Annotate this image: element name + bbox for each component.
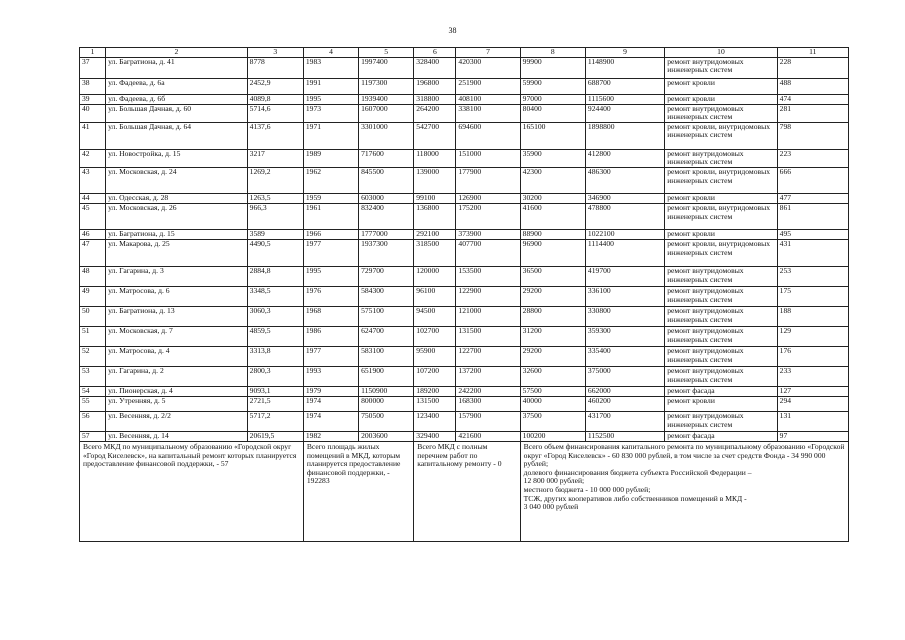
- repair-cost: 2003600: [359, 431, 414, 441]
- table-row: [80, 149, 849, 167]
- page-number: 38: [448, 26, 457, 35]
- cost-col-9: 431700: [585, 411, 664, 431]
- cost-col-6: 99100: [414, 193, 456, 203]
- indicator-col-11: 495: [777, 229, 848, 239]
- repair-cost: 584300: [359, 286, 414, 306]
- living-area: 5717,2: [247, 411, 303, 431]
- work-type: ремонт внутридомовых инженерных систем: [665, 346, 777, 366]
- cost-col-8: 31200: [520, 326, 585, 346]
- row-number: 46: [80, 229, 106, 239]
- repair-cost: 624700: [359, 326, 414, 346]
- table-row: [80, 193, 849, 203]
- repair-cost: 583100: [359, 346, 414, 366]
- cost-col-7: 251900: [456, 78, 520, 94]
- cost-col-7: 407700: [456, 239, 520, 266]
- year-built: 1968: [303, 306, 358, 326]
- address: ул. Утренняя, д. 5: [106, 396, 248, 411]
- address: ул. Весенняя, д. 2/2: [106, 411, 248, 431]
- work-type: ремонт внутридомовых инженерных систем: [665, 366, 777, 386]
- address: ул. Весенняя, д. 14: [106, 431, 248, 441]
- row-number: 44: [80, 193, 106, 203]
- cost-col-8: 165100: [520, 122, 585, 149]
- indicator-col-11: 131: [777, 411, 848, 431]
- cost-col-7: 126900: [456, 193, 520, 203]
- cost-col-8: 36500: [520, 266, 585, 286]
- cost-col-8: 57500: [520, 386, 585, 396]
- living-area: 4859,5: [247, 326, 303, 346]
- cost-col-6: 318800: [414, 94, 456, 104]
- living-area: 3313,8: [247, 346, 303, 366]
- financing-line: 12 800 000 рублей;: [523, 476, 585, 486]
- repair-cost: 750500: [359, 411, 414, 431]
- row-number: 39: [80, 94, 106, 104]
- year-built: 1995: [303, 266, 358, 286]
- cost-col-9: 1115600: [585, 94, 664, 104]
- row-number: 53: [80, 366, 106, 386]
- table-row: [80, 326, 849, 346]
- indicator-col-11: 798: [777, 122, 848, 149]
- table-row: [80, 286, 849, 306]
- living-area: 966,3: [247, 203, 303, 229]
- indicator-col-11: 233: [777, 366, 848, 386]
- cost-col-7: 242200: [456, 386, 520, 396]
- living-area: 1263,5: [247, 193, 303, 203]
- address: ул. Московская, д. 7: [106, 326, 248, 346]
- cost-col-7: 121000: [456, 306, 520, 326]
- work-type: ремонт кровли, внутридомовых инженерных систем: [665, 203, 777, 229]
- cost-col-7: 168300: [456, 396, 520, 411]
- row-number: 51: [80, 326, 106, 346]
- row-number: 42: [80, 149, 106, 167]
- cost-col-6: 102700: [414, 326, 456, 346]
- address: ул. Новостройка, д. 15: [106, 149, 248, 167]
- cost-col-6: 196800: [414, 78, 456, 94]
- living-area: 2721,5: [247, 396, 303, 411]
- address: ул. Большая Дачная, д. 60: [106, 104, 248, 122]
- indicator-col-11: 228: [777, 57, 848, 78]
- work-type: ремонт кровли, внутридомовых инженерных систем: [665, 122, 777, 149]
- cost-col-8: 100200: [520, 431, 585, 441]
- cost-col-6: 120000: [414, 266, 456, 286]
- cost-col-6: 96100: [414, 286, 456, 306]
- work-type: ремонт фасада: [665, 386, 777, 396]
- address: ул. Фадеева, д. 6а: [106, 78, 248, 94]
- cost-col-9: 688700: [585, 78, 664, 94]
- column-number: 10: [665, 48, 777, 58]
- work-type: ремонт кровли: [665, 193, 777, 203]
- indicator-col-11: 474: [777, 94, 848, 104]
- year-built: 1983: [303, 57, 358, 78]
- indicator-col-11: 253: [777, 266, 848, 286]
- financing-line: 3 040 000 рублей: [523, 502, 579, 512]
- cost-col-6: 139000: [414, 167, 456, 193]
- indicator-col-11: 666: [777, 167, 848, 193]
- year-built: 1977: [303, 239, 358, 266]
- table-row: [80, 122, 849, 149]
- cost-col-7: 373900: [456, 229, 520, 239]
- table-row: [80, 396, 849, 411]
- row-number: 56: [80, 411, 106, 431]
- cost-col-9: 1148900: [585, 57, 664, 78]
- cost-col-7: 157900: [456, 411, 520, 431]
- indicator-col-11: 129: [777, 326, 848, 346]
- year-built: 1971: [303, 122, 358, 149]
- cost-col-9: 419700: [585, 266, 664, 286]
- indicator-col-11: 97: [777, 431, 848, 441]
- table-row: [80, 57, 849, 78]
- row-number: 49: [80, 286, 106, 306]
- cost-col-8: 96900: [520, 239, 585, 266]
- cost-col-9: 486300: [585, 167, 664, 193]
- repair-cost: 1197300: [359, 78, 414, 94]
- cost-col-8: 32600: [520, 366, 585, 386]
- repair-cost: 575100: [359, 306, 414, 326]
- cost-col-8: 41600: [520, 203, 585, 229]
- row-number: 40: [80, 104, 106, 122]
- living-area: 3217: [247, 149, 303, 167]
- cost-col-6: 329400: [414, 431, 456, 441]
- cost-col-6: 292100: [414, 229, 456, 239]
- row-number: 52: [80, 346, 106, 366]
- year-built: 1974: [303, 411, 358, 431]
- table-row: [80, 306, 849, 326]
- work-type: ремонт кровли: [665, 94, 777, 104]
- column-number-row: [80, 48, 849, 58]
- repair-cost: 845500: [359, 167, 414, 193]
- table-row: [80, 239, 849, 266]
- cost-col-7: 137200: [456, 366, 520, 386]
- table-row: [80, 203, 849, 229]
- work-type: ремонт кровли: [665, 78, 777, 94]
- table-row: [80, 94, 849, 104]
- cost-col-8: 40000: [520, 396, 585, 411]
- address: ул. Гагарина, д. 3: [106, 266, 248, 286]
- cost-col-9: 460200: [585, 396, 664, 411]
- year-built: 1982: [303, 431, 358, 441]
- cost-col-8: 29200: [520, 286, 585, 306]
- table-row: [80, 411, 849, 431]
- repair-cost: 800000: [359, 396, 414, 411]
- address: ул. Пионерская, д. 4: [106, 386, 248, 396]
- indicator-col-11: 188: [777, 306, 848, 326]
- living-area: 5714,6: [247, 104, 303, 122]
- cost-col-6: 542700: [414, 122, 456, 149]
- row-number: 55: [80, 396, 106, 411]
- financing-line: ТСЖ, других кооперативов либо собственников помещений в МКД -: [523, 493, 747, 503]
- column-number: 1: [80, 48, 106, 58]
- repair-cost: 1607000: [359, 104, 414, 122]
- year-built: 1962: [303, 167, 358, 193]
- work-type: ремонт кровли: [665, 229, 777, 239]
- table-row: [80, 366, 849, 386]
- cost-col-8: 88900: [520, 229, 585, 239]
- living-area: 3348,5: [247, 286, 303, 306]
- cost-col-8: 37500: [520, 411, 585, 431]
- row-number: 48: [80, 266, 106, 286]
- column-number: 6: [414, 48, 456, 58]
- cost-col-7: 153500: [456, 266, 520, 286]
- cost-col-6: 107200: [414, 366, 456, 386]
- summary-row: [80, 441, 849, 541]
- cost-col-9: 1114400: [585, 239, 664, 266]
- work-type: ремонт внутридомовых инженерных систем: [665, 266, 777, 286]
- cost-col-7: 177900: [456, 167, 520, 193]
- year-built: 1989: [303, 149, 358, 167]
- table-row: [80, 167, 849, 193]
- indicator-col-11: 431: [777, 239, 848, 266]
- cost-col-8: 97000: [520, 94, 585, 104]
- living-area: 4089,8: [247, 94, 303, 104]
- cost-col-7: 122900: [456, 286, 520, 306]
- year-built: 1979: [303, 386, 358, 396]
- table-row: [80, 386, 849, 396]
- cost-col-7: 338100: [456, 104, 520, 122]
- column-number: 8: [520, 48, 585, 58]
- work-type: ремонт внутридомовых инженерных систем: [665, 57, 777, 78]
- living-area: 8778: [247, 57, 303, 78]
- column-number: 9: [585, 48, 664, 58]
- work-type: ремонт внутридомовых инженерных систем: [665, 149, 777, 167]
- table-row: [80, 266, 849, 286]
- address: ул. Московская, д. 26: [106, 203, 248, 229]
- work-type: ремонт внутридомовых инженерных систем: [665, 411, 777, 431]
- row-number: 57: [80, 431, 106, 441]
- cost-col-7: 131500: [456, 326, 520, 346]
- total-living-area: Всего площадь жилых помещений в МКД, которым планируется предоставление финансовой поддержки, - 192283: [303, 441, 413, 541]
- table-row: [80, 431, 849, 441]
- year-built: 1991: [303, 78, 358, 94]
- work-type: ремонт фасада: [665, 431, 777, 441]
- row-number: 38: [80, 78, 106, 94]
- cost-col-8: 30200: [520, 193, 585, 203]
- cost-col-9: 412800: [585, 149, 664, 167]
- cost-col-9: 346900: [585, 193, 664, 203]
- cost-col-6: 118000: [414, 149, 456, 167]
- row-number: 43: [80, 167, 106, 193]
- address: ул. Матросова, д. 6: [106, 286, 248, 306]
- column-number: 3: [247, 48, 303, 58]
- repair-cost: 729700: [359, 266, 414, 286]
- cost-col-9: 1898800: [585, 122, 664, 149]
- cost-col-9: 924400: [585, 104, 664, 122]
- cost-col-6: 189200: [414, 386, 456, 396]
- financing-line: Всего объем финансирования капитального ремонта по муниципальному образованию «Городской округ «Город Киселевск» - 60 830 000 рублей, в том числе за счет средств Фонда - 34 990 000 рублей;: [523, 441, 845, 469]
- year-built: 1995: [303, 94, 358, 104]
- address: ул. Московская, д. 24: [106, 167, 248, 193]
- cost-col-9: 335400: [585, 346, 664, 366]
- cost-col-9: 336100: [585, 286, 664, 306]
- living-area: 3060,3: [247, 306, 303, 326]
- cost-col-6: 94500: [414, 306, 456, 326]
- indicator-col-11: 294: [777, 396, 848, 411]
- work-type: ремонт внутридомовых инженерных систем: [665, 326, 777, 346]
- year-built: 1977: [303, 346, 358, 366]
- address: ул. Большая Дачная, д. 64: [106, 122, 248, 149]
- cost-col-6: 264200: [414, 104, 456, 122]
- total-full-repair: Всего МКД с полным перечнем работ по капитальному ремонту - 0: [414, 441, 520, 541]
- row-number: 54: [80, 386, 106, 396]
- cost-col-7: 421600: [456, 431, 520, 441]
- address: ул. Одесская, д. 28: [106, 193, 248, 203]
- cost-col-7: 122700: [456, 346, 520, 366]
- cost-col-9: 1022100: [585, 229, 664, 239]
- cost-col-9: 1152500: [585, 431, 664, 441]
- year-built: 1993: [303, 366, 358, 386]
- year-built: 1976: [303, 286, 358, 306]
- year-built: 1959: [303, 193, 358, 203]
- cost-col-8: 99900: [520, 57, 585, 78]
- work-type: ремонт кровли, внутридомовых инженерных систем: [665, 239, 777, 266]
- indicator-col-11: 488: [777, 78, 848, 94]
- repair-cost: 832400: [359, 203, 414, 229]
- work-type: ремонт кровли: [665, 396, 777, 411]
- cost-col-6: 95900: [414, 346, 456, 366]
- cost-col-8: 28800: [520, 306, 585, 326]
- table-row: [80, 78, 849, 94]
- repair-cost: 3301000: [359, 122, 414, 149]
- cost-col-7: 420300: [456, 57, 520, 78]
- column-number: 5: [359, 48, 414, 58]
- cost-col-6: 123400: [414, 411, 456, 431]
- cost-col-8: 80400: [520, 104, 585, 122]
- living-area: 2884,8: [247, 266, 303, 286]
- cost-col-8: 59900: [520, 78, 585, 94]
- indicator-col-11: 176: [777, 346, 848, 366]
- cost-col-7: 175200: [456, 203, 520, 229]
- address: ул. Матросова, д. 4: [106, 346, 248, 366]
- year-built: 1986: [303, 326, 358, 346]
- table-row: [80, 229, 849, 239]
- address: ул. Фадеева, д. 6б: [106, 94, 248, 104]
- repair-cost: 1997400: [359, 57, 414, 78]
- row-number: 50: [80, 306, 106, 326]
- year-built: 1961: [303, 203, 358, 229]
- address: ул. Багратиона, д. 13: [106, 306, 248, 326]
- work-type: ремонт внутридомовых инженерных систем: [665, 306, 777, 326]
- work-type: ремонт внутридомовых инженерных систем: [665, 286, 777, 306]
- indicator-col-11: 175: [777, 286, 848, 306]
- total-financing: [520, 441, 848, 541]
- repair-cost: 1937300: [359, 239, 414, 266]
- work-type: ремонт кровли, внутридомовых инженерных систем: [665, 167, 777, 193]
- year-built: 1974: [303, 396, 358, 411]
- cost-col-8: 35900: [520, 149, 585, 167]
- cost-col-7: 694600: [456, 122, 520, 149]
- cost-col-6: 318500: [414, 239, 456, 266]
- cost-col-7: 408100: [456, 94, 520, 104]
- living-area: 2452,9: [247, 78, 303, 94]
- indicator-col-11: 127: [777, 386, 848, 396]
- cost-col-6: 328400: [414, 57, 456, 78]
- repair-cost: 603000: [359, 193, 414, 203]
- cost-col-9: 330800: [585, 306, 664, 326]
- indicator-col-11: 281: [777, 104, 848, 122]
- indicator-col-11: 477: [777, 193, 848, 203]
- column-number: 7: [456, 48, 520, 58]
- living-area: 3589: [247, 229, 303, 239]
- cost-col-8: 42300: [520, 167, 585, 193]
- cost-col-7: 151000: [456, 149, 520, 167]
- cost-col-9: 375000: [585, 366, 664, 386]
- repair-cost: 1939400: [359, 94, 414, 104]
- year-built: 1973: [303, 104, 358, 122]
- repair-cost: 717600: [359, 149, 414, 167]
- indicator-col-11: 861: [777, 203, 848, 229]
- repair-program-table: [79, 47, 849, 542]
- address: ул. Макарова, д. 25: [106, 239, 248, 266]
- address: ул. Багратиона, д. 41: [106, 57, 248, 78]
- living-area: 2800,3: [247, 366, 303, 386]
- cost-col-9: 359300: [585, 326, 664, 346]
- row-number: 37: [80, 57, 106, 78]
- row-number: 47: [80, 239, 106, 266]
- cost-col-9: 478800: [585, 203, 664, 229]
- column-number: 2: [106, 48, 248, 58]
- address: ул. Гагарина, д. 2: [106, 366, 248, 386]
- financing-line: долевого финансирования бюджета субъекта Российской Федерации –: [523, 467, 752, 477]
- column-number: 4: [303, 48, 358, 58]
- year-built: 1966: [303, 229, 358, 239]
- cost-col-8: 29200: [520, 346, 585, 366]
- cost-col-6: 136800: [414, 203, 456, 229]
- row-number: 41: [80, 122, 106, 149]
- cost-col-6: 131500: [414, 396, 456, 411]
- financing-line: местного бюджета - 10 000 000 рублей;: [523, 484, 651, 494]
- cost-col-9: 662000: [585, 386, 664, 396]
- column-number: 11: [777, 48, 848, 58]
- living-area: 4137,6: [247, 122, 303, 149]
- total-mkd-count: Всего МКД по муниципальному образованию «Городской округ «Город Киселевск», на капитальный ремонт которых планируется предоставление финансовой поддержки, - 57: [80, 441, 304, 541]
- living-area: 9093,1: [247, 386, 303, 396]
- indicator-col-11: 223: [777, 149, 848, 167]
- repair-cost: 1777000: [359, 229, 414, 239]
- table-row: [80, 104, 849, 122]
- living-area: 1269,2: [247, 167, 303, 193]
- work-type: ремонт внутридомовых инженерных систем: [665, 104, 777, 122]
- repair-cost: 651900: [359, 366, 414, 386]
- address: ул. Багратиона, д. 15: [106, 229, 248, 239]
- row-number: 45: [80, 203, 106, 229]
- living-area: 4490,5: [247, 239, 303, 266]
- living-area: 20619,5: [247, 431, 303, 441]
- repair-cost: 1150900: [359, 386, 414, 396]
- table-row: [80, 346, 849, 366]
